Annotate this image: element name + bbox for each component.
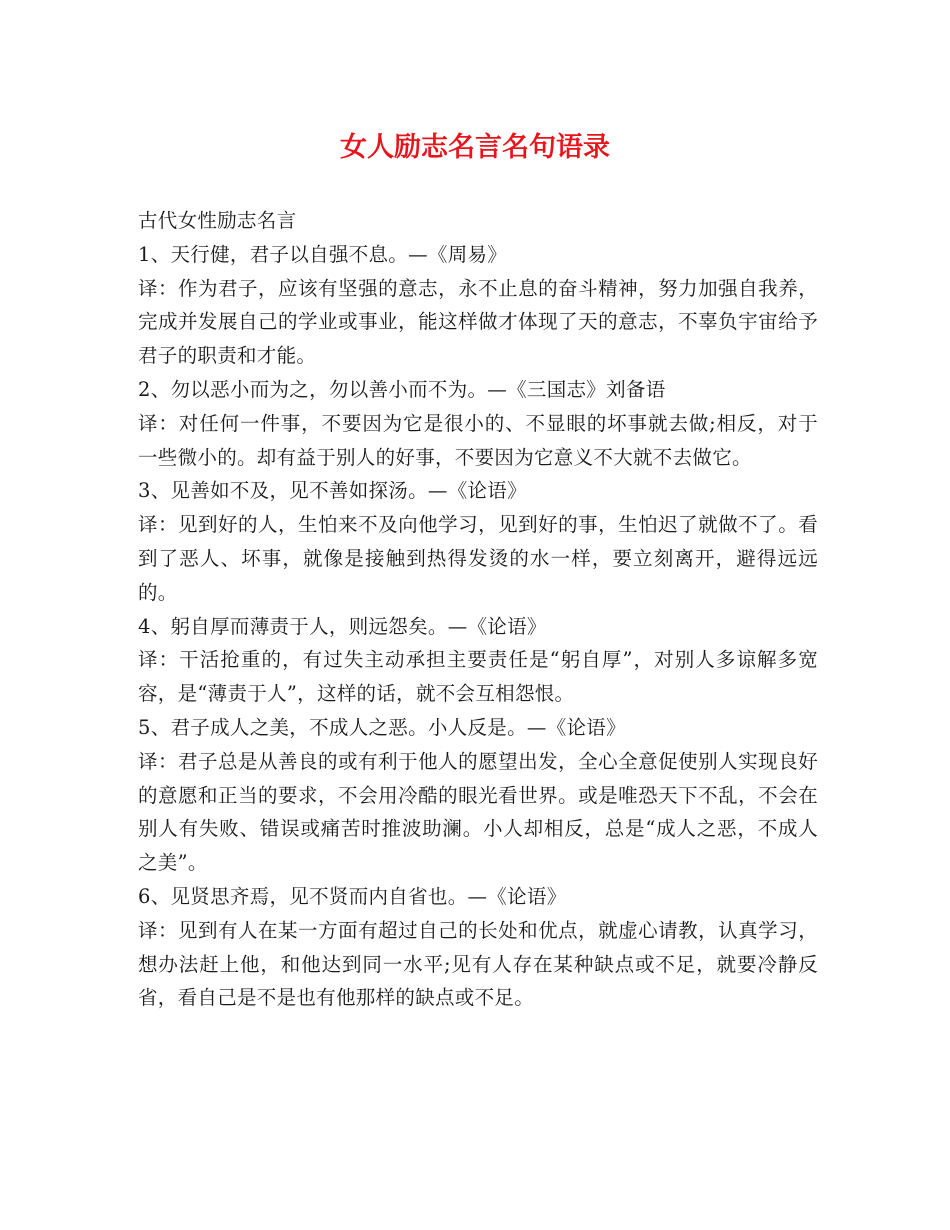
quote-3: 3、见善如不及，见不善如探汤。—《论语》 bbox=[138, 479, 527, 503]
quote-5: 5、君子成人之美，不成人之恶。小人反是。—《论语》 bbox=[138, 715, 626, 739]
quote-2: 2、勿以恶小而为之，勿以善小而不为。—《三国志》刘备语 bbox=[138, 377, 666, 401]
quote-1: 1、天行健，君子以自强不息。—《周易》 bbox=[138, 242, 508, 266]
translation-3: 译：见到好的人，生怕来不及向他学习，见到好的事，生怕迟了就做不了。看到了恶人、坏事，就像是接触到热得发烫的水一样，要立刻离开，避得远远的。 bbox=[138, 513, 818, 604]
quote-4: 4、躬自厚而薄责于人，则远怨矣。—《论语》 bbox=[138, 614, 547, 638]
quote-6: 6、见贤思齐焉，见不贤而内自省也。—《论语》 bbox=[138, 884, 567, 908]
translation-5: 译：君子总是从善良的或有利于他人的愿望出发，全心全意促使别人实现良好的意愿和正当的要求，不会用冷酷的眼光看世界。或是唯恐天下不乱，不会在别人有失败、错误或痛苦时推波助澜。小人却相反，总是“成人之恶，不成人之美”。 bbox=[138, 749, 818, 875]
document-body bbox=[138, 204, 818, 1015]
translation-6: 译：见到有人在某一方面有超过自己的长处和优点，就虚心请教，认真学习，想办法赶上他，和他达到同一水平;见有人存在某种缺点或不足，就要冷静反省，看自己是不是也有他那样的缺点或不足。 bbox=[138, 918, 818, 1010]
document-title: 女人励志名言名句语录 bbox=[340, 132, 610, 163]
section-heading: 古代女性励志名言 bbox=[138, 209, 297, 232]
translation-1: 译：作为君子，应该有坚强的意志，永不止息的奋斗精神，努力加强自我养，完成并发展自己的学业或事业，能这样做才体现了天的意志，不辜负宇宙给予君子的职责和才能。 bbox=[138, 276, 818, 368]
translation-4: 译：干活抢重的，有过失主动承担主要责任是“躬自厚”，对别人多谅解多宽容，是“薄责于人”，这样的话，就不会互相怨恨。 bbox=[138, 648, 818, 706]
translation-2: 译：对任何一件事，不要因为它是很小的、不显眼的坏事就去做;相反，对于一些微小的。却有益于别人的好事，不要因为它意义不大就不去做它。 bbox=[138, 411, 818, 469]
